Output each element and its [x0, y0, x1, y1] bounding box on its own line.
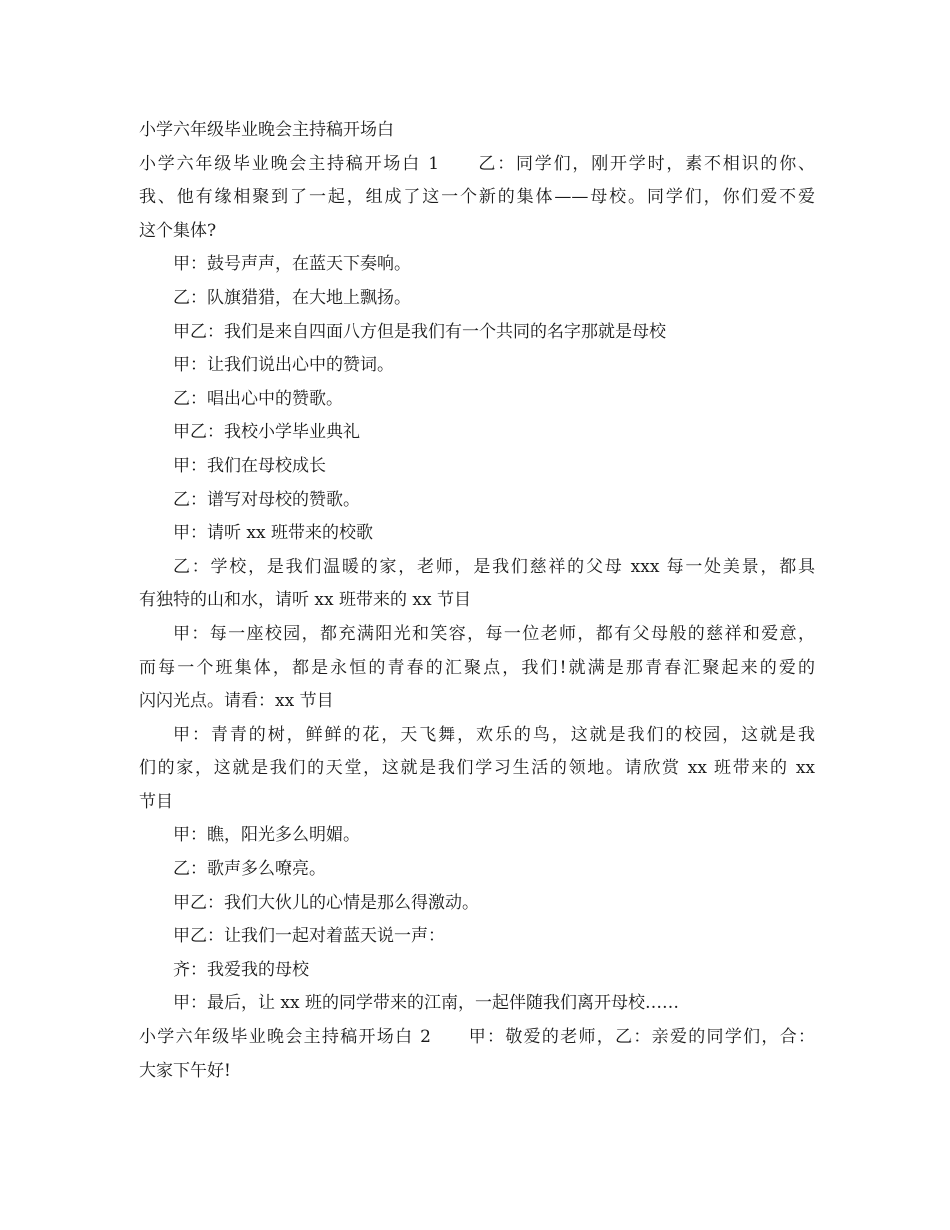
- text-line: 节目: [139, 791, 173, 812]
- text-line: 这个集体?: [139, 220, 217, 241]
- text-line: 甲：我们在母校成长: [173, 455, 326, 476]
- text-line: 乙：学校，是我们温暖的家，老师，是我们慈祥的父母 xxx 每一处美景，都具: [173, 556, 815, 577]
- text-line: 甲：每一座校园，都充满阳光和笑容，每一位老师，都有父母般的慈祥和爱意，: [173, 623, 815, 644]
- text-line: 我、他有缘相聚到了一起，组成了这一个新的集体——母校。同学们，你们爱不爱: [139, 187, 815, 208]
- text-line: 大家下午好!: [139, 1060, 231, 1081]
- text-line: 甲：瞧，阳光多么明媚。: [173, 825, 360, 846]
- text-line: 乙：歌声多么嘹亮。: [173, 859, 326, 880]
- text-line: 闪闪光点。请看：xx 节目: [139, 691, 334, 712]
- text-line: 齐：我爱我的母校: [173, 959, 309, 980]
- document-title: 小学六年级毕业晚会主持稿开场白: [139, 120, 394, 140]
- text-line: 甲：请听 xx 班带来的校歌: [173, 523, 373, 544]
- text-line: 小学六年级毕业晚会主持稿开场白 1 乙：同学们，刚开学时，素不相识的你、: [139, 153, 815, 174]
- text-line: 小学六年级毕业晚会主持稿开场白 2 甲：敬爱的老师，乙：亲爱的同学们，合：: [139, 1027, 815, 1048]
- text-line: 乙：唱出心中的赞歌。: [173, 388, 343, 409]
- text-line: 甲：青青的树，鲜鲜的花，天飞舞，欢乐的鸟，这就是我们的校园，这就是我: [173, 724, 815, 745]
- document-body: [139, 114, 815, 1088]
- text-line: 甲：最后，让 xx 班的同学带来的江南，一起伴随我们离开母校……: [173, 993, 679, 1014]
- text-line: 而每一个班集体，都是永恒的青春的汇聚点，我们!就满是那青春汇聚起来的爱的: [139, 657, 815, 678]
- text-line: 甲：让我们说出心中的赞词。: [173, 355, 394, 376]
- text-line: 们的家，这就是我们的天堂，这就是我们学习生活的领地。请欣赏 xx 班带来的 xx: [139, 758, 815, 779]
- text-line: 甲乙：我们大伙儿的心情是那么得激动。: [173, 892, 479, 913]
- text-line: 乙：队旗猎猎，在大地上飘扬。: [173, 287, 411, 308]
- text-line: 甲乙：我们是来自四面八方但是我们有一个共同的名字那就是母校: [173, 321, 666, 342]
- text-line: 有独特的山和水，请听 xx 班带来的 xx 节目: [139, 590, 471, 611]
- text-line: 甲乙：让我们一起对着蓝天说一声：: [173, 926, 445, 947]
- text-line: 甲乙：我校小学毕业典礼: [173, 422, 360, 443]
- text-line: 乙：谱写对母校的赞歌。: [173, 489, 360, 510]
- text-line: 甲：鼓号声声，在蓝天下奏响。: [173, 254, 411, 275]
